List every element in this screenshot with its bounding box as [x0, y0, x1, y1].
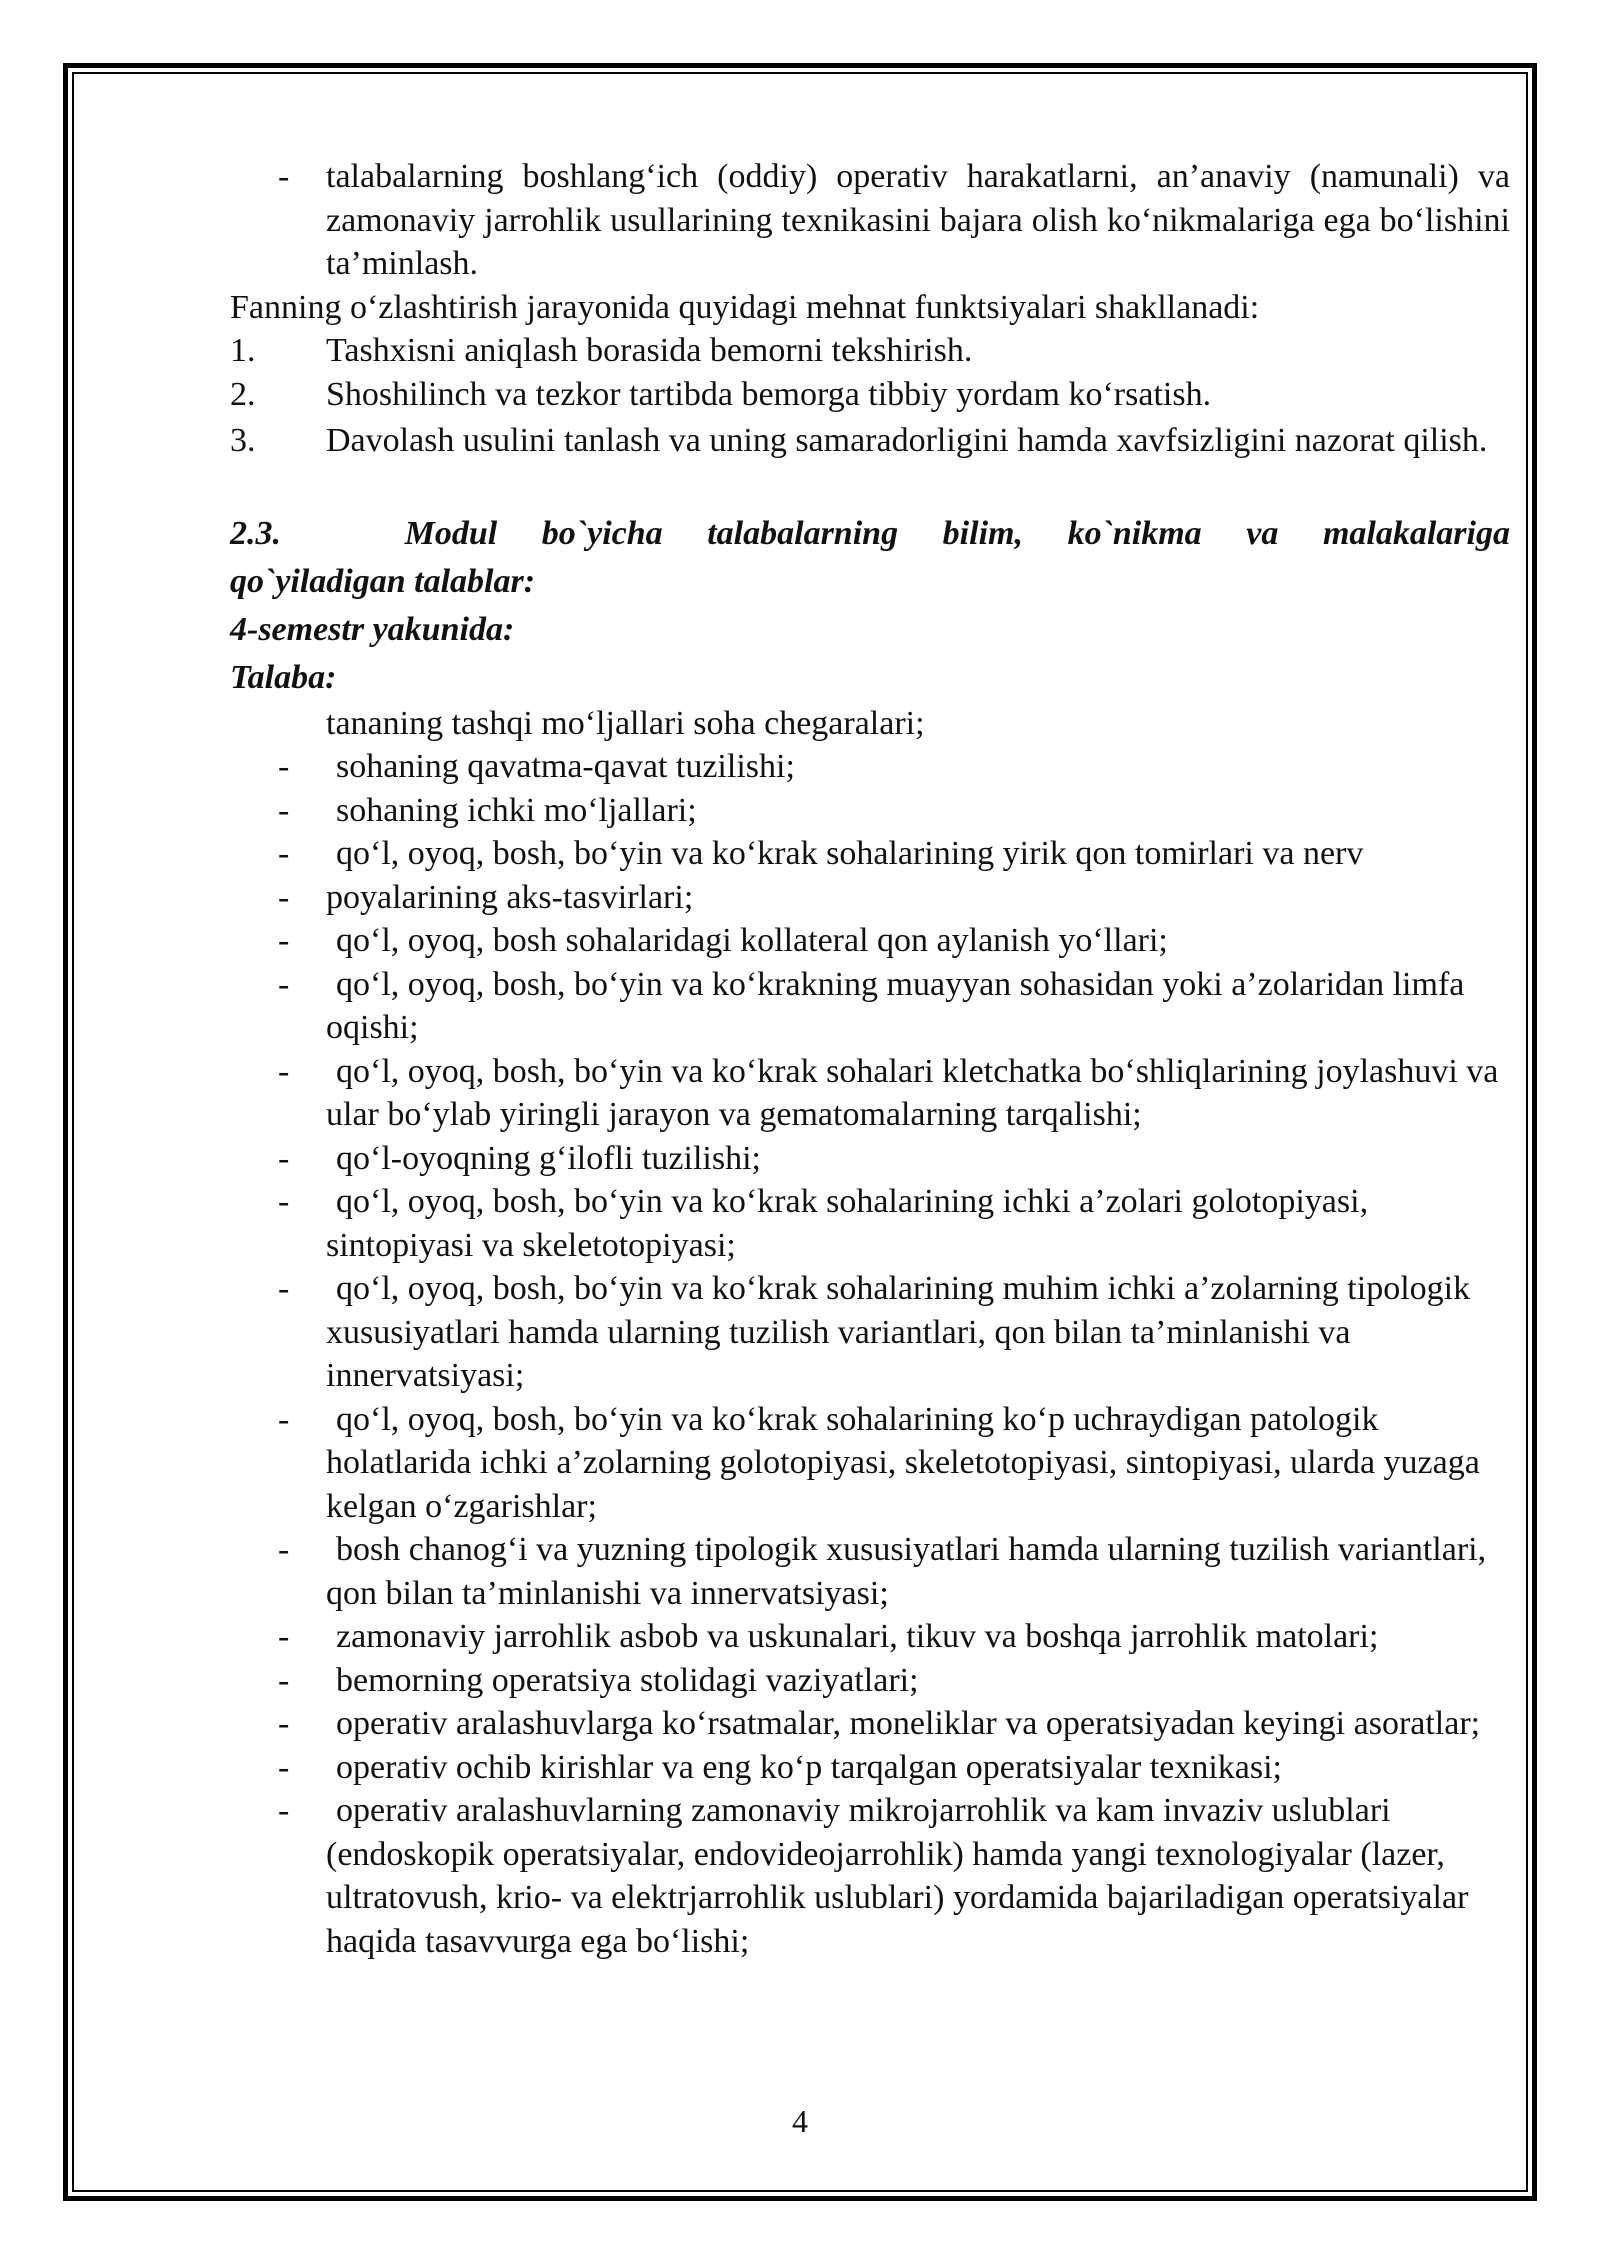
list-item-text: operativ aralashuvlarga ko‘rsatmalar, moneliklar va operatsiyadan keyingi asoratlar;: [336, 1705, 1481, 1742]
bullet-dash: -: [278, 965, 290, 1003]
function-number: 3.: [230, 422, 256, 459]
bullet-dash: -: [278, 1052, 290, 1090]
heading-word: talabalarning: [707, 514, 899, 552]
bullet-dash: -: [278, 1618, 290, 1655]
list-item-text: qo‘l, oyoq, bosh, bo‘yin va ko‘krak sohalari kletchatka bo‘shliqlarining joylashuvi va ular bo‘ylab yiringli jarayon va gematomalarning tarqalishi;: [326, 1052, 1499, 1133]
bullet-dash: -: [278, 1748, 290, 1786]
list-item: [230, 1050, 1510, 1137]
function-item: [230, 373, 1510, 417]
bullet-dash: -: [278, 922, 290, 959]
heading-word: malakalariga: [1322, 514, 1510, 552]
list-item: [230, 919, 1510, 963]
bullet-dash: -: [278, 1792, 290, 1829]
bullet-dash: -: [278, 748, 290, 785]
list-item-text: operativ ochib kirishlar va eng ko‘p tarqalgan operatsiyalar texnikasi;: [336, 1748, 1283, 1786]
list-item-text: qo‘l, oyoq, bosh, bo‘yin va ko‘krak sohalarining muhim ichki a’zolarning tipologik xususiyatlari hamda ularning tuzilish variantlari, qon bilan ta’minlanishi va innervatsiyasi;: [326, 1270, 1471, 1394]
function-text: Shoshilinch va tezkor tartibda bemorga tibbiy yordam ko‘rsatish.: [326, 375, 1212, 413]
list-item-text: qo‘l, oyoq, bosh, bo‘yin va ko‘krak sohalarining yirik qon tomirlari va nerv: [336, 835, 1364, 872]
list-item-text: sohaning qavatma-qavat tuzilishi;: [336, 748, 795, 785]
list-item: [230, 876, 1510, 920]
list-item: [230, 1267, 1510, 1398]
list-item-text: operativ aralashuvlarning zamonaviy mikrojarrohlik va kam invaziv uslublari (endoskopik operatsiyalar, endovideojarrohlik) hamda yangi texnologiyalar (lazer, ultratovush, krio- va elektrjarrohlik uslublari) yordamida bajariladigan operatsiyalar haqida tasavvurga ega bo‘lishi;: [326, 1792, 1469, 1960]
bullet-dash: -: [278, 1400, 290, 1438]
list-item: [230, 1615, 1510, 1659]
list-item: [230, 1659, 1510, 1703]
section-heading-line1: [230, 510, 1510, 558]
list-item-text: qo‘l, oyoq, bosh, bo‘yin va ko‘krakning muayyan sohasidan yoki a’zolaridan limfa oqishi;: [326, 965, 1465, 1046]
section-heading-line2: qo`yiladigan talablar:: [230, 562, 536, 600]
bullet-dash: -: [278, 1705, 290, 1742]
bullet-dash: -: [278, 1531, 290, 1568]
bullet-dash: -: [278, 158, 290, 195]
list-item: [230, 1528, 1510, 1615]
list-item-text: qo‘l, oyoq, bosh, bo‘yin va ko‘krak sohalarining ichki a’zolari golotopiyasi, sintopiyasi va skeletotopiyasi;: [326, 1183, 1369, 1264]
bullet-dash: -: [278, 878, 290, 916]
heading-word: Modul: [404, 514, 498, 552]
function-number: 2.: [230, 375, 256, 413]
talaba-heading: Talaba:: [230, 658, 337, 696]
function-item: [230, 416, 1510, 466]
list-item-text: poyalarining aks-tasvirlari;: [326, 878, 694, 916]
section-number: 2.3.: [230, 514, 281, 552]
list-item-text: sohaning ichki mo‘ljallari;: [336, 791, 697, 829]
list-item: [230, 1398, 1510, 1529]
heading-word: va: [1246, 514, 1279, 552]
list-item: [230, 1789, 1510, 1963]
function-number: 1.: [230, 332, 256, 369]
list-item: [230, 745, 1510, 789]
list-item: [230, 1702, 1510, 1746]
list-item: [230, 1746, 1510, 1790]
intro-bullet: [230, 155, 1510, 286]
bullet-dash: -: [278, 1661, 290, 1699]
semester-heading: 4-semestr yakunida:: [230, 610, 515, 648]
list-item-text: zamonaviy jarrohlik asbob va uskunalari, tikuv va boshqa jarrohlik matolari;: [336, 1618, 1379, 1655]
heading-word: bilim,: [942, 514, 1023, 552]
function-text: Davolash usulini tanlash va uning samaradorligini hamda xavfsizligini nazorat qilish.: [326, 422, 1488, 459]
list-item-text: qo‘l, oyoq, bosh, bo‘yin va ko‘krak sohalarining ko‘p uchraydigan patologik holatlarida ichki a’zolarning golotopiyasi, skeletotopiyasi, sintopiyasi, ularda yuzaga kelgan o‘zgarishlar;: [326, 1400, 1480, 1525]
bullet-dash: -: [278, 1270, 290, 1307]
list-item: [230, 832, 1510, 876]
page-number: 4: [792, 2103, 808, 2139]
list-item-text: qo‘l, oyoq, bosh sohalaridagi kollateral qon aylanish yo‘llari;: [336, 922, 1168, 959]
bullet-dash: -: [278, 1139, 290, 1177]
list-item: [230, 963, 1510, 1050]
list-item-text: qo‘l-oyoqning g‘ilofli tuzilishi;: [336, 1139, 761, 1177]
list-item: [230, 789, 1510, 833]
requirements-list: [230, 745, 1510, 1963]
bullet-dash: -: [278, 835, 290, 872]
heading-word: bo`yicha: [541, 514, 663, 552]
list-item: [230, 1137, 1510, 1181]
intro-bullet-text: talabalarning boshlang‘ich (oddiy) operativ harakatlarni, an’anaviy (namunali) va zamonaviy jarrohlik usullarining texnikasini bajara olish ko‘nikmalariga ega bo‘lishini ta’minlash.: [326, 158, 1510, 282]
section-heading: [230, 510, 1510, 702]
bullet-dash: -: [278, 791, 290, 829]
function-item: [230, 329, 1510, 373]
spacer: [230, 466, 1510, 510]
list-item-text: bosh chanog‘i va yuzning tipologik xususiyatlari hamda ularning tuzilish variantlari, qon bilan ta’minlanishi va innervatsiyasi;: [326, 1531, 1487, 1612]
functions-intro: Fanning o‘zlashtirish jarayonida quyidagi mehnat funktsiyalari shakllanadi:: [230, 288, 1260, 326]
function-text: Tashxisni aniqlash borasida bemorni tekshirish.: [326, 332, 973, 369]
first-item: tananing tashqi mo‘ljallari soha chegaralari;: [326, 704, 925, 742]
heading-word: ko`nikma: [1067, 514, 1202, 552]
list-item: [230, 1180, 1510, 1267]
list-item-text: bemorning operatsiya stolidagi vaziyatlari;: [336, 1661, 919, 1699]
document-body: [230, 155, 1510, 1963]
bullet-dash: -: [278, 1183, 290, 1220]
